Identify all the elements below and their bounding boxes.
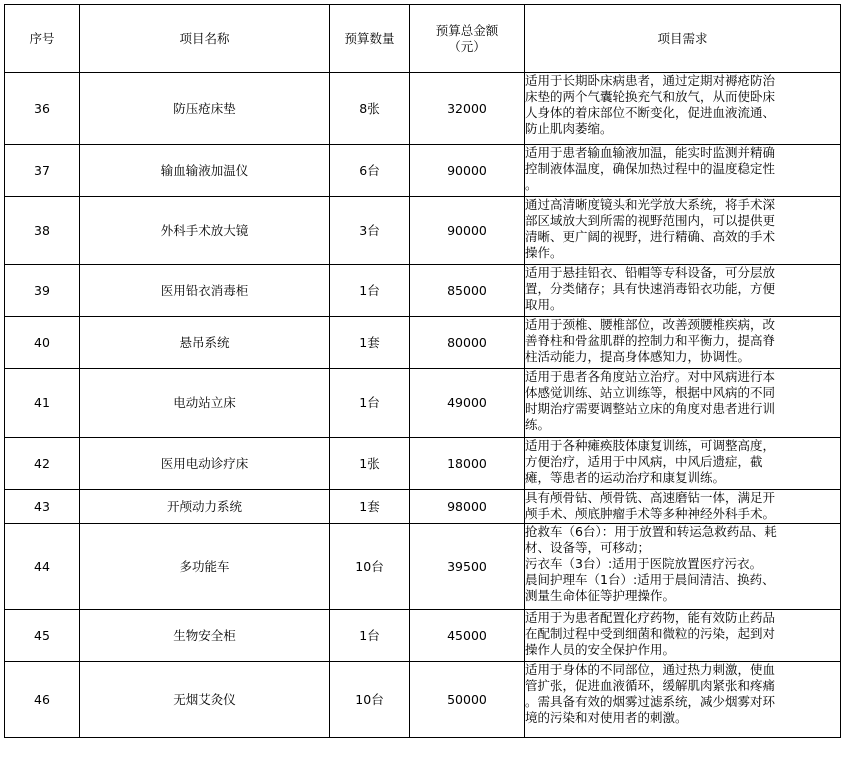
table-row <box>5 197 841 265</box>
row-qty: 1套 <box>330 490 410 524</box>
procurement-table <box>4 4 841 738</box>
header-qty: 预算数量 <box>330 5 410 73</box>
row-no: 44 <box>5 524 80 610</box>
row-name: 防压疮床垫 <box>80 73 330 145</box>
row-qty: 1套 <box>330 317 410 369</box>
table-row <box>5 490 841 524</box>
row-qty: 10台 <box>330 524 410 610</box>
row-name: 医用电动诊疗床 <box>80 438 330 490</box>
row-qty: 1台 <box>330 369 410 438</box>
table-row <box>5 524 841 610</box>
row-req: 适用于为患者配置化疗药物，能有效防止药品 在配制过程中受到细菌和微粒的污染，起到对 操作人员的安全保护作用。 <box>525 610 841 662</box>
row-req: 抢救车（6台）：用于放置和转运急救药品、耗 材、设备等，可移动； 污衣车（3台）:适用于医院放置医疗污衣。 晨间护理车（1台）:适用于晨间清洁、换药、 测量生命体征等护理操作。 <box>525 524 841 610</box>
header-row <box>5 5 841 73</box>
header-no: 序号 <box>5 5 80 73</box>
header-name: 项目名称 <box>80 5 330 73</box>
row-amount: 90000 <box>410 145 525 197</box>
row-no: 41 <box>5 369 80 438</box>
row-req: 适用于身体的不同部位，通过热力刺激，使血 管扩张，促进血液循环，缓解肌肉紧张和疼痛 。需具备有效的烟雾过滤系统，减少烟雾对环 境的污染和对使用者的刺激。 <box>525 662 841 738</box>
row-no: 46 <box>5 662 80 738</box>
row-no: 43 <box>5 490 80 524</box>
row-qty: 1张 <box>330 438 410 490</box>
row-name: 悬吊系统 <box>80 317 330 369</box>
row-amount: 39500 <box>410 524 525 610</box>
row-name: 多功能车 <box>80 524 330 610</box>
row-no: 40 <box>5 317 80 369</box>
row-req: 具有颅骨钻、颅骨铣、高速磨钻一体，满足开 颅手术、颅底肿瘤手术等多种神经外科手术。 <box>525 490 841 524</box>
row-name: 生物安全柜 <box>80 610 330 662</box>
row-name: 输血输液加温仪 <box>80 145 330 197</box>
table-row <box>5 369 841 438</box>
row-qty: 3台 <box>330 197 410 265</box>
row-qty: 8张 <box>330 73 410 145</box>
row-req: 适用于患者各角度站立治疗。对中风病进行本 体感觉训练、站立训练等，根据中风病的不同 时期治疗需要调整站立床的角度对患者进行训 练。 <box>525 369 841 438</box>
row-no: 45 <box>5 610 80 662</box>
row-qty: 1台 <box>330 610 410 662</box>
header-amount: 预算总金额 （元） <box>410 5 525 73</box>
row-name: 开颅动力系统 <box>80 490 330 524</box>
header-req: 项目需求 <box>525 5 841 73</box>
row-no: 38 <box>5 197 80 265</box>
row-name: 医用铅衣消毒柜 <box>80 265 330 317</box>
table-row <box>5 317 841 369</box>
table-row <box>5 265 841 317</box>
row-req: 适用于各种瘫痪肢体康复训练，可调整高度， 方便治疗，适用于中风病，中风后遗症，截 瘫，等患者的运动治疗和康复训练。 <box>525 438 841 490</box>
row-req: 适用于长期卧床病患者，通过定期对褥疮防治 床垫的两个气囊轮换充气和放气，从而使卧床 人身体的着床部位不断变化，促进血液流通、 防止肌肉萎缩。 <box>525 73 841 145</box>
table-row <box>5 145 841 197</box>
row-amount: 45000 <box>410 610 525 662</box>
table-row <box>5 662 841 738</box>
row-name: 无烟艾灸仪 <box>80 662 330 738</box>
row-no: 42 <box>5 438 80 490</box>
row-amount: 80000 <box>410 317 525 369</box>
row-name: 电动站立床 <box>80 369 330 438</box>
row-qty: 6台 <box>330 145 410 197</box>
row-amount: 50000 <box>410 662 525 738</box>
table-row <box>5 610 841 662</box>
row-req: 适用于颈椎、腰椎部位，改善颈腰椎疾病，改 善脊柱和骨盆肌群的控制力和平衡力，提高脊 柱活动能力，提高身体感知力，协调性。 <box>525 317 841 369</box>
table-row <box>5 438 841 490</box>
row-no: 39 <box>5 265 80 317</box>
row-amount: 49000 <box>410 369 525 438</box>
row-name: 外科手术放大镜 <box>80 197 330 265</box>
row-req: 通过高清晰度镜头和光学放大系统，将手术深 部区域放大到所需的视野范围内，可以提供更 清晰、更广阔的视野，进行精确、高效的手术 操作。 <box>525 197 841 265</box>
table-row <box>5 73 841 145</box>
row-amount: 32000 <box>410 73 525 145</box>
row-qty: 10台 <box>330 662 410 738</box>
row-qty: 1台 <box>330 265 410 317</box>
row-amount: 18000 <box>410 438 525 490</box>
row-req: 适用于患者输血输液加温，能实时监测并精确 控制液体温度，确保加热过程中的温度稳定性 。 <box>525 145 841 197</box>
row-req: 适用于悬挂铅衣、铅帽等专科设备，可分层放 置，分类储存；具有快速消毒铅衣功能，方便 取用。 <box>525 265 841 317</box>
row-amount: 98000 <box>410 490 525 524</box>
row-no: 37 <box>5 145 80 197</box>
row-amount: 85000 <box>410 265 525 317</box>
row-no: 36 <box>5 73 80 145</box>
row-amount: 90000 <box>410 197 525 265</box>
